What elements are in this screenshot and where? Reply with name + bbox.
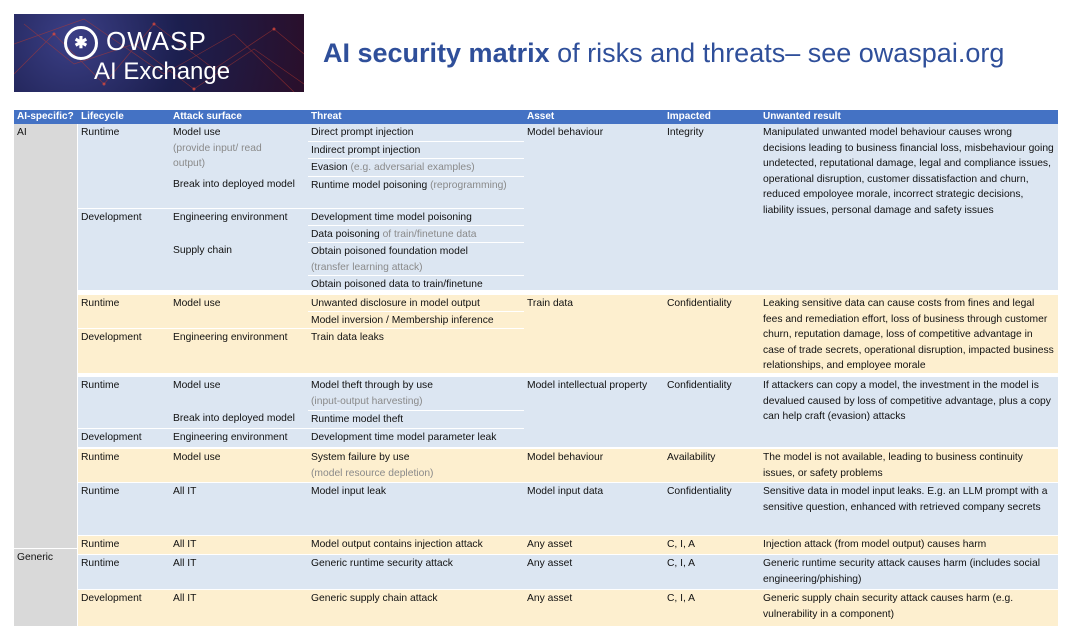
lifecycle-runtime: Runtime — [78, 124, 170, 208]
lifecycle-development: Development — [78, 589, 170, 626]
result-train-data: Leaking sensitive data can cause costs from fines and legal fees and remediation effort, loss of business through customer churn, reputation damage, loss of competitive advantage in case of trade secrets, operational disruption, impacted business relationships, and employee morale — [760, 294, 1058, 373]
owasp-banner — [14, 14, 304, 92]
threat-obtain-poisoned-foundation — [308, 242, 524, 275]
surface-all-it: All IT — [170, 535, 308, 554]
threat-runtime-model-poisoning — [308, 176, 524, 208]
result-generic-runtime: Generic runtime security attack causes harm (includes social engineering/phishing) — [760, 554, 1058, 589]
surface-engineering-env: Engineering environment — [170, 208, 308, 242]
asset-model-ip: Model intellectual property — [524, 376, 664, 447]
impacted-confidentiality: Confidentiality — [664, 482, 760, 535]
impacted-confidentiality: Confidentiality — [664, 294, 760, 373]
lifecycle-runtime: Runtime — [78, 294, 170, 328]
threat-data-poisoning — [308, 225, 524, 242]
threat-generic-runtime: Generic runtime security attack — [308, 554, 524, 589]
logo-text: OWASP — [106, 26, 207, 56]
surface-model-use-note: (provide input/ read output) — [173, 142, 262, 169]
threat-dev-param-leak: Development time model parameter leak — [308, 428, 524, 447]
col-header-threat: Threat — [308, 110, 524, 124]
wasp-logo-icon: ✱ — [64, 26, 98, 60]
threat-generic-supply-chain: Generic supply chain attack — [308, 589, 524, 626]
threat-evasion-note: (e.g. adversarial examples) — [347, 162, 475, 173]
threat-runtime-poisoning-note: (reprogramming) — [427, 180, 507, 191]
surface-model-use: Model use — [170, 294, 308, 328]
threat-obtain-poisoned-data: Obtain poisoned data to train/finetune — [308, 275, 524, 290]
threat-system-failure — [308, 448, 524, 482]
surface-all-it: All IT — [170, 482, 308, 535]
col-header-unwanted-result: Unwanted result — [760, 110, 1058, 124]
surface-all-it: All IT — [170, 589, 308, 626]
page-title — [323, 38, 1004, 69]
threat-evasion-label: Evasion — [311, 162, 348, 173]
result-availability: The model is not available, leading to business continuity issues, or safety problems — [760, 448, 1058, 482]
threat-system-failure-label: System failure by use — [311, 452, 410, 463]
ai-specific-ai: AI — [14, 124, 78, 548]
threat-train-data-leaks: Train data leaks — [308, 328, 524, 373]
lifecycle-runtime: Runtime — [78, 376, 170, 428]
col-header-impacted: Impacted — [664, 110, 760, 124]
threat-indirect-prompt-injection: Indirect prompt injection — [308, 141, 524, 158]
impacted-cia: C, I, A — [664, 554, 760, 589]
impacted-cia: C, I, A — [664, 535, 760, 554]
impacted-cia: C, I, A — [664, 589, 760, 626]
threat-data-poisoning-label: Data poisoning — [311, 229, 380, 240]
group-divider — [78, 373, 1058, 376]
threat-runtime-model-theft: Runtime model theft — [308, 410, 524, 428]
asset-any: Any asset — [524, 535, 664, 554]
asset-model-behaviour: Model behaviour — [524, 124, 664, 290]
surface-model-use: Model use — [170, 448, 308, 482]
asset-model-input-data: Model input data — [524, 482, 664, 535]
lifecycle-runtime: Runtime — [78, 482, 170, 535]
threat-output-injection: Model output contains injection attack — [308, 535, 524, 554]
impacted-confidentiality: Confidentiality — [664, 376, 760, 447]
surface-engineering-env: Engineering environment — [170, 428, 308, 447]
col-header-attack-surface: Attack surface — [170, 110, 308, 124]
result-integrity: Manipulated unwanted model behaviour causes wrong decisions leading to business financial loss, misbehaviour going undetected, reputational damage, legal and compliance issues, operational disruption, customer dissatisfaction and churn, reduced empoloyee morale, incorrect strategic decisions, liability issues, personal damage and safety issues — [760, 124, 1058, 290]
group-divider — [78, 290, 1058, 294]
ai-specific-generic: Generic — [14, 548, 78, 626]
lifecycle-development: Development — [78, 208, 170, 290]
title-bold: AI security matrix — [323, 38, 550, 68]
result-injection: Injection attack (from model output) causes harm — [760, 535, 1058, 554]
result-generic-supply: Generic supply chain security attack causes harm (e.g. vulnerability in a component) — [760, 589, 1058, 626]
threat-evasion — [308, 158, 524, 176]
impacted-integrity: Integrity — [664, 124, 760, 290]
threat-obtain-foundation-label: Obtain poisoned foundation model — [311, 246, 468, 257]
threat-model-theft-label: Model theft through by use — [311, 380, 433, 391]
asset-train-data: Train data — [524, 294, 664, 373]
threat-model-theft-by-use — [308, 376, 524, 410]
asset-model-behaviour: Model behaviour — [524, 448, 664, 482]
impacted-availability: Availability — [664, 448, 760, 482]
threat-dev-model-poisoning: Development time model poisoning — [308, 208, 524, 225]
lifecycle-runtime: Runtime — [78, 448, 170, 482]
surface-model-use: Model use — [170, 376, 308, 410]
lifecycle-development: Development — [78, 428, 170, 447]
lifecycle-runtime: Runtime — [78, 535, 170, 554]
lifecycle-runtime: Runtime — [78, 554, 170, 589]
title-rest: of risks and threats– see owaspai.org — [549, 38, 1005, 68]
col-header-lifecycle: Lifecycle — [78, 110, 170, 124]
surface-break-into-deployed: Break into deployed model — [170, 176, 308, 208]
lifecycle-development: Development — [78, 328, 170, 373]
result-model-ip: If attackers can copy a model, the investment in the model is devalued caused by loss of competitive advantage, plus a copy can help craft (evasion) attacks — [760, 376, 1058, 447]
surface-break-into-deployed: Break into deployed model — [170, 410, 308, 428]
threat-model-theft-note: (input-output harvesting) — [311, 395, 423, 407]
security-matrix-table — [14, 110, 1058, 626]
surface-model-use-label: Model use — [173, 127, 221, 138]
threat-model-input-leak: Model input leak — [308, 482, 524, 535]
result-model-input: Sensitive data in model input leaks. E.g. an LLM prompt with a sensitive question, enhanced with retrieved company secrets — [760, 482, 1058, 535]
surface-engineering-env: Engineering environment — [170, 328, 308, 373]
surface-model-use — [170, 124, 308, 176]
surface-supply-chain: Supply chain — [170, 242, 308, 290]
surface-all-it: All IT — [170, 554, 308, 589]
logo-subtitle: AI Exchange — [94, 58, 231, 85]
asset-any: Any asset — [524, 554, 664, 589]
col-header-ai-specific: AI-specific? — [14, 110, 78, 124]
threat-direct-prompt-injection: Direct prompt injection — [308, 124, 524, 141]
threat-runtime-poisoning-label: Runtime model poisoning — [311, 180, 428, 191]
threat-data-poisoning-note: of train/finetune data — [379, 229, 477, 240]
col-header-asset: Asset — [524, 110, 664, 124]
threat-obtain-foundation-note: (transfer learning attack) — [311, 261, 423, 273]
threat-system-failure-note: (model resource depletion) — [311, 467, 434, 479]
asset-any: Any asset — [524, 589, 664, 626]
threat-unwanted-disclosure: Unwanted disclosure in model output — [308, 294, 524, 311]
threat-model-inversion: Model inversion / Membership inference — [308, 311, 524, 328]
